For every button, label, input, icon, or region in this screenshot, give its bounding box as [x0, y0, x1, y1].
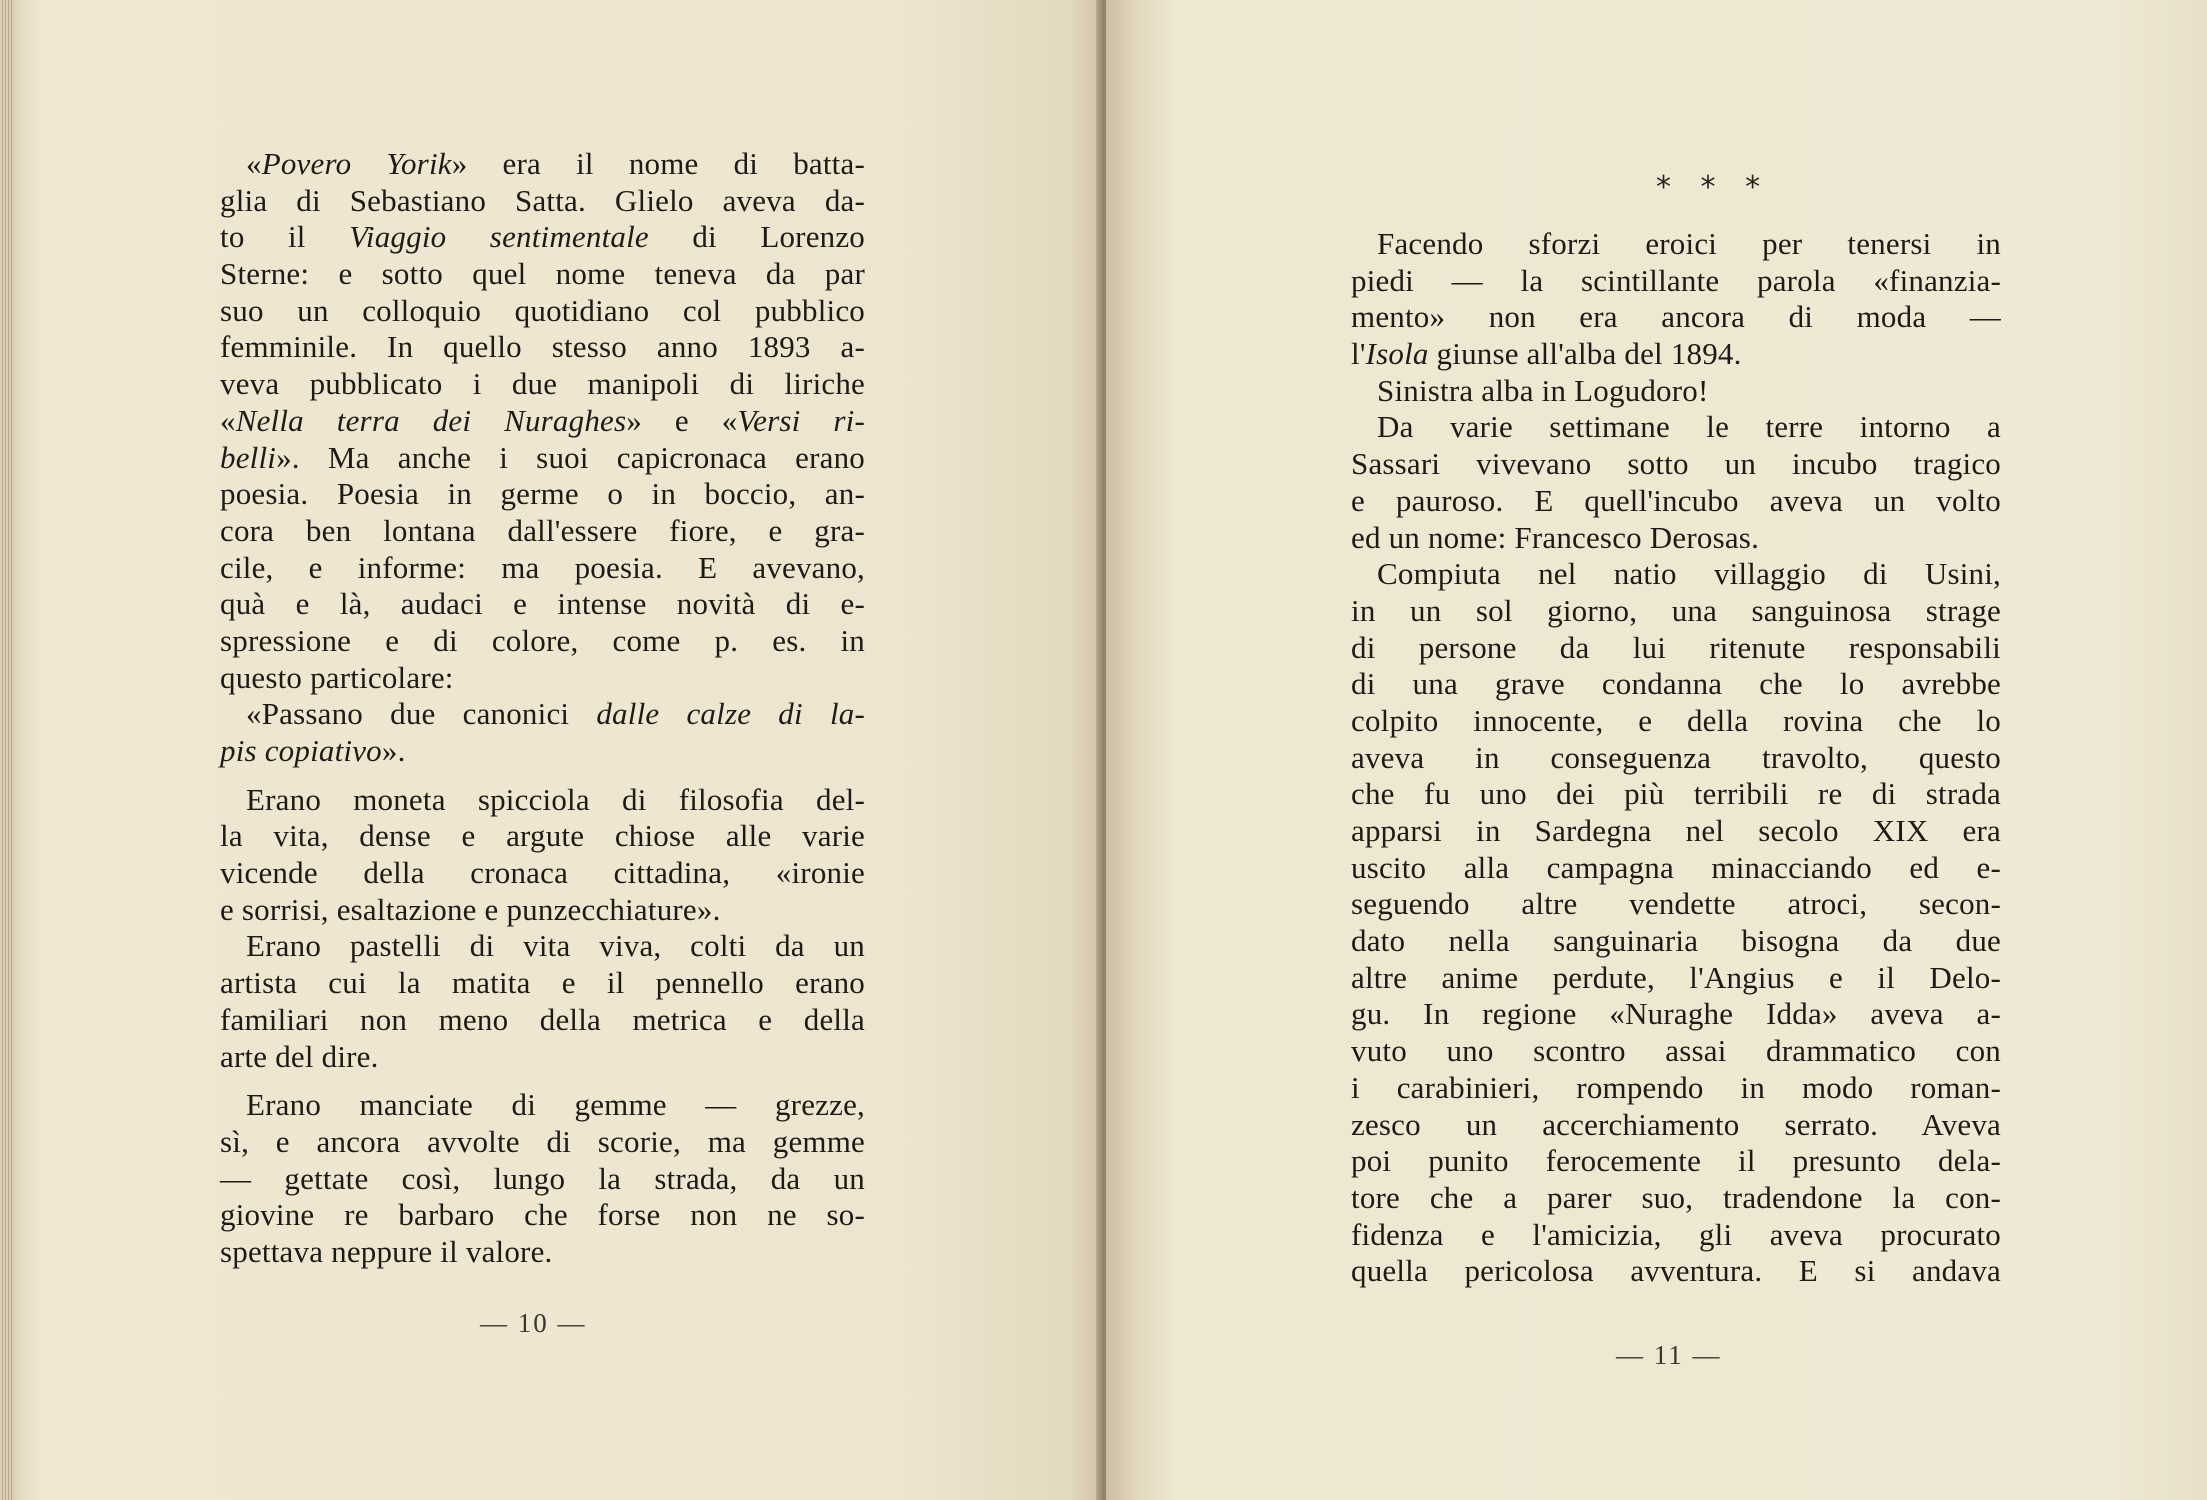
left-page-text-line: spressione e di colore, come p. es. in	[220, 622, 865, 658]
left-page-text-line: questo particolare:	[220, 659, 454, 695]
left-page-text-line: belli». Ma anche i suoi capicronaca erano	[220, 439, 865, 475]
right-page-text-line: mento» non era ancora di moda —	[1351, 299, 2001, 335]
page-edge	[0, 0, 14, 1500]
left-page-text-line: veva pubblicato i due manipoli di liriche	[220, 366, 865, 402]
right-page-text-line: gu. In regione «Nuraghe Idda» aveva a-	[1351, 996, 2001, 1032]
left-page-text-line: sì, e ancora avvolte di scorie, ma gemme	[220, 1123, 865, 1159]
right-page-text-line: Facendo sforzi eroici per tenersi in	[1377, 226, 2001, 261]
left-page-text-line: e sorrisi, esaltazione e punzecchiature».	[220, 891, 721, 927]
right-page-text-line: vuto uno scontro assai drammatico con	[1351, 1033, 2001, 1069]
right-page-text-line: di persone da lui ritenute responsabili	[1351, 629, 2001, 665]
right-page-text-line: Compiuta nel natio villaggio di Usini,	[1377, 556, 2001, 592]
left-page-text-line: suo un colloquio quotidiano col pubblico	[220, 292, 865, 328]
left-page-text-line: cile, e informe: ma poesia. E avevano,	[220, 549, 865, 585]
left-page-text-line: femminile. In quello stesso anno 1893 a-	[220, 329, 865, 365]
right-page-text-line: l'Isola giunse all'alba del 1894.	[1351, 336, 1742, 372]
left-page-text-line: Erano manciate di gemme — grezze,	[246, 1087, 865, 1123]
left-page-text-line: vicende della cronaca cittadina, «ironie	[220, 855, 865, 891]
left-page-text-line: «Povero Yorik» era il nome di batta-	[246, 146, 865, 181]
right-page-text-line: in un sol giorno, una sanguinosa strage	[1351, 592, 2001, 628]
paragraph-gap	[220, 1075, 865, 1087]
left-page-text-line: cora ben lontana dall'essere fiore, e gra-	[220, 512, 865, 548]
page-number-right: — 11 —	[1616, 1340, 1722, 1370]
right-page-text-line: Da varie settimane le terre intorno a	[1377, 409, 2001, 445]
right-page-text-line: seguendo altre vendette atroci, secon-	[1351, 886, 2001, 922]
right-page-text-line: di una grave condanna che lo avrebbe	[1351, 666, 2001, 702]
page-number-left: — 10 —	[480, 1308, 587, 1338]
right-page-text-line: poi punito ferocemente il presunto dela-	[1351, 1143, 2001, 1179]
paragraph-gap	[220, 770, 865, 782]
right-page-text	[1351, 226, 2001, 1290]
right-page-text-line: aveva in conseguenza travolto, questo	[1351, 739, 2001, 775]
left-page-text-line: — gettate così, lungo la strada, da un	[220, 1160, 865, 1196]
left-page-text-line: artista cui la matita e il pennello erano	[220, 965, 865, 1001]
right-page-text-line: i carabinieri, rompendo in modo roman-	[1351, 1069, 2001, 1105]
section-separator: * * *	[1656, 170, 1771, 205]
left-page-text-line: pis copiativo».	[220, 733, 406, 768]
left-page-text-line: «Nella terra dei Nuraghes» e «Versi ri-	[220, 402, 865, 438]
left-page-text-line: quà e là, audaci e intense novità di e-	[220, 586, 865, 622]
left-page-text-line: familiari non meno della metrica e della	[220, 1001, 865, 1037]
right-page-text-line: apparsi in Sardegna nel secolo XIX era	[1351, 813, 2001, 848]
left-page-text-line: spettava neppure il valore.	[220, 1233, 553, 1269]
right-page-text-line: ed un nome: Francesco Derosas.	[1351, 519, 1760, 555]
left-page-text-line: la vita, dense e argute chiose alle varie	[220, 818, 865, 854]
left-page-text-line: giovine re barbaro che forse non ne so-	[220, 1197, 865, 1233]
left-page-text-line: arte del dire.	[220, 1038, 379, 1074]
left-page-text-line: glia di Sebastiano Satta. Glielo aveva da-	[220, 182, 865, 218]
right-page-text-line: quella pericolosa avventura. E si andava	[1351, 1253, 2001, 1289]
left-page	[0, 0, 1103, 1500]
left-page-text-line: Erano moneta spicciola di filosofia del-	[246, 781, 865, 817]
right-page-text-line: colpito innocente, e della rovina che lo	[1351, 702, 2001, 738]
right-page-text-line: altre anime perdute, l'Angius e il Delo-	[1351, 959, 2001, 995]
left-page-text-line: «Passano due canonici dalle calze di la-	[246, 696, 865, 732]
right-page-text-line: tore che a parer suo, tradendone la con-	[1351, 1179, 2001, 1215]
left-page-text-line: poesia. Poesia in germe o in boccio, an-	[220, 476, 865, 512]
left-page-text-line: to il Viaggio sentimentale di Lorenzo	[220, 219, 866, 255]
left-page-text-line: Sterne: e sotto quel nome teneva da par	[220, 256, 865, 292]
right-page-text-line: piedi — la scintillante parola «finanzia-	[1351, 262, 2001, 298]
right-page-text-line: fidenza e l'amicizia, gli aveva procurato	[1351, 1216, 2001, 1252]
right-page	[1106, 0, 2207, 1500]
right-page-text-line: che fu uno dei più terribili re di strada	[1351, 776, 2001, 812]
left-page-text-line: Erano pastelli di vita viva, colti da un	[246, 928, 865, 964]
right-page-text-line: dato nella sanguinaria bisogna da due	[1351, 923, 2001, 959]
right-page-text-line: uscito alla campagna minacciando ed e-	[1351, 849, 2001, 885]
right-page-text-line: zesco un accerchiamento serrato. Aveva	[1351, 1106, 2001, 1142]
right-page-text-line: e pauroso. E quell'incubo aveva un volto	[1351, 482, 2001, 518]
right-page-text-line: Sassari vivevano sotto un incubo tragico	[1351, 446, 2001, 482]
right-page-text-line: Sinistra alba in Logudoro!	[1377, 372, 1709, 408]
left-page-text	[220, 146, 865, 1271]
